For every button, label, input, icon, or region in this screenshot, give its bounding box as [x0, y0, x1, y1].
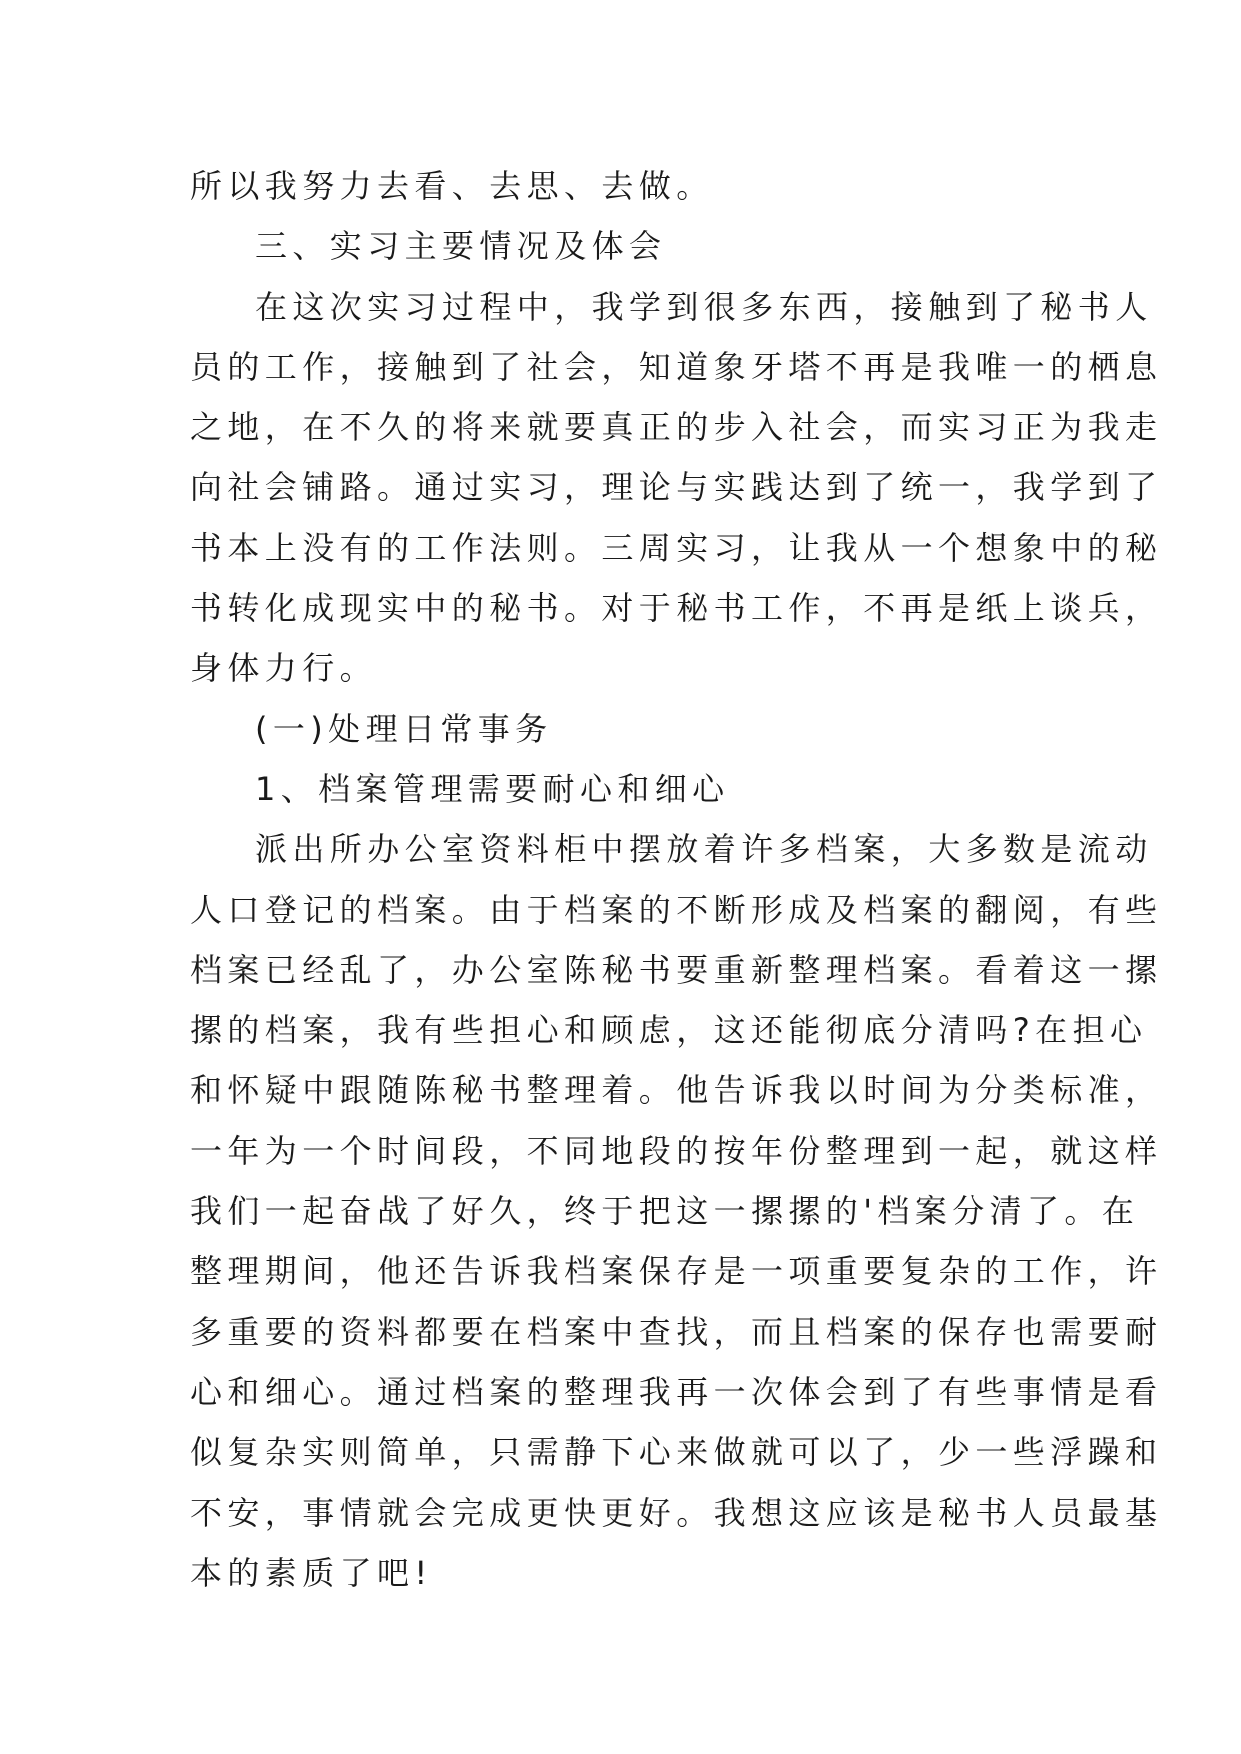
text-line: 我们一起奋战了好久，终于把这一摞摞的'档案分清了。在: [190, 1192, 1140, 1231]
text-line: 人口登记的档案。由于档案的不断形成及档案的翻阅，有些: [190, 890, 1163, 929]
text-line: 书转化成现实中的秘书。对于秘书工作，不再是纸上谈兵，: [190, 589, 1163, 628]
text-line: 身体力行。: [190, 649, 378, 688]
subsection-heading: (一)处理日常事务: [255, 709, 553, 748]
text-line: 多重要的资料都要在档案中查找，而且档案的保存也需要耐: [190, 1312, 1163, 1351]
text-line: 书本上没有的工作法则。三周实习，让我从一个想象中的秘: [190, 528, 1163, 567]
text-line: 心和细心。通过档案的整理我再一次体会到了有些事情是看: [190, 1372, 1163, 1411]
text-line: 似复杂实则简单，只需静下心来做就可以了，少一些浮躁和: [190, 1433, 1163, 1472]
section-heading: 三、实习主要情况及体会: [255, 227, 667, 266]
text-line: 所以我努力去看、去思、去做。: [190, 167, 714, 205]
text-line: 向社会铺路。通过实习，理论与实践达到了统一，我学到了: [190, 468, 1163, 507]
text-line: 一年为一个时间段，不同地段的按年份整理到一起，就这样: [190, 1131, 1163, 1170]
text-line: 不安，事情就会完成更快更好。我想这应该是秘书人员最基: [190, 1493, 1163, 1532]
text-line: 本的素质了吧!: [190, 1553, 433, 1592]
text-line: 员的工作，接触到了社会，知道象牙塔不再是我唯一的栖息: [190, 347, 1163, 386]
text-line: 和怀疑中跟随陈秘书整理着。他告诉我以时间为分类标准，: [190, 1071, 1163, 1110]
text-line: 档案已经乱了，办公室陈秘书要重新整理档案。看着这一摞: [190, 950, 1163, 989]
text-line: 整理期间，他还告诉我档案保存是一项重要复杂的工作，许: [190, 1252, 1163, 1291]
item-heading: 1、档案管理需要耐心和细心: [255, 769, 730, 808]
paragraph-start: 派出所办公室资料柜中摆放着许多档案，大多数是流动: [255, 830, 1153, 869]
paragraph-start: 在这次实习过程中，我学到很多东西，接触到了秘书人: [255, 287, 1153, 326]
body-text: [190, 156, 1163, 1603]
text-line: 摞的档案，我有些担心和顾虑，这还能彻底分清吗?在担心: [190, 1011, 1148, 1050]
text-line: 之地，在不久的将来就要真正的步入社会，而实习正为我走: [190, 408, 1163, 447]
